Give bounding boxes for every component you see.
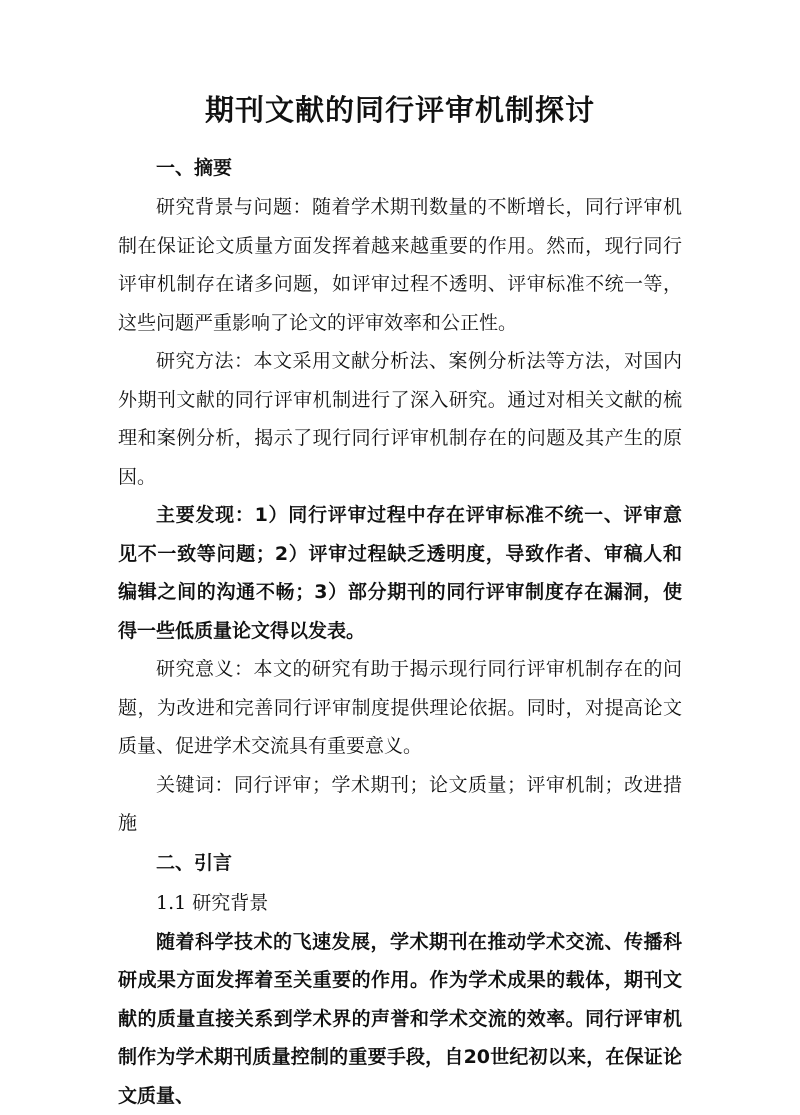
introduction-paragraph: 随着科学技术的飞速发展，学术期刊在推动学术交流、传播科研成果方面发挥着至关重要的作用。作为学术成果的载体，期刊文献的质量直接关系到学术界的声誉和学术交流的效率。同行评审机制作为学术期刊质量控制的重要手段，自20世纪初以来，在保证论文质量、 [118,923,682,1115]
abstract-methods-paragraph: 研究方法：本文采用文献分析法、案例分析法等方法，对国内外期刊文献的同行评审机制进行了深入研究。通过对相关文献的梳理和案例分析，揭示了现行同行评审机制存在的问题及其产生的原因。 [118,342,682,496]
abstract-significance-paragraph: 研究意义：本文的研究有助于揭示现行同行评审机制存在的问题，为改进和完善同行评审制度提供理论依据。同时，对提高论文质量、促进学术交流具有重要意义。 [118,650,682,766]
introduction-heading: 二、引言 [118,843,682,883]
abstract-background-paragraph: 研究背景与问题：随着学术期刊数量的不断增长，同行评审机制在保证论文质量方面发挥着越来越重要的作用。然而，现行同行评审机制存在诸多问题，如评审过程不透明、评审标准不统一等，这些问题严重影响了论文的评审效率和公正性。 [118,188,682,342]
abstract-heading: 一、摘要 [118,148,682,188]
abstract-findings-paragraph: 主要发现：1）同行评审过程中存在评审标准不统一、评审意见不一致等问题；2）评审过程缺乏透明度，导致作者、审稿人和编辑之间的沟通不畅；3）部分期刊的同行评审制度存在漏洞，使得一些低质量论文得以发表。 [118,496,682,650]
document-title: 期刊文献的同行评审机制探讨 [118,90,682,130]
keywords-line: 关键词：同行评审；学术期刊；论文质量；评审机制；改进措施 [118,766,682,843]
section-1-1-heading: 1.1 研究背景 [118,883,682,923]
